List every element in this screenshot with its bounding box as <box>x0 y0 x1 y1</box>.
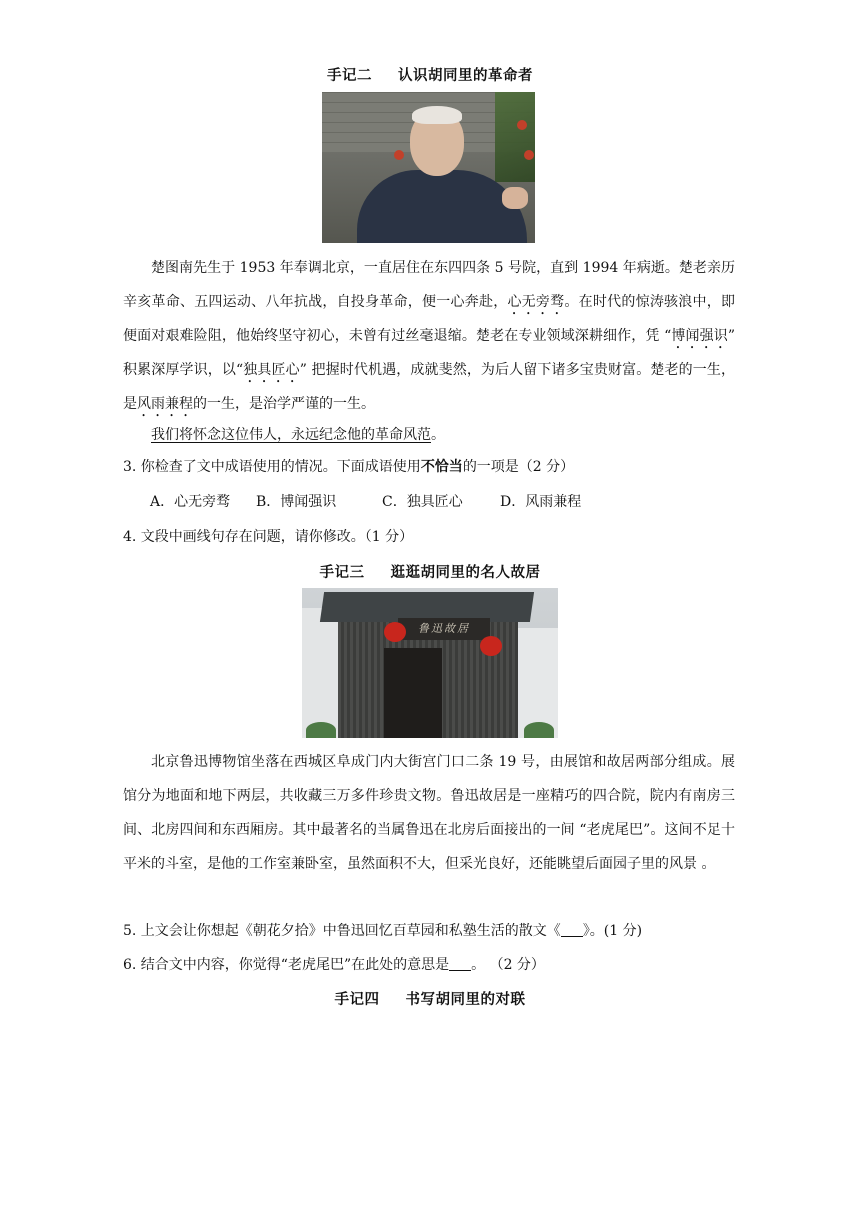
question-5: 5. 上文会让你想起《朝花夕拾》中鲁迅回忆百草园和私塾生活的散文《 》。(1 分) <box>123 923 643 939</box>
section-heading-3 <box>0 561 860 582</box>
portrait-photo <box>322 92 535 243</box>
section-heading-4 <box>0 988 860 1009</box>
section-heading-2 <box>0 64 860 85</box>
underlined-sentence: 我们将怀念这位伟人，永远纪念他的革命风范。 <box>151 427 445 443</box>
emphasis-inappropriate: 不恰当 <box>420 459 463 475</box>
idiom-2: 博闻强识 <box>671 328 728 344</box>
question-3: 3. 你检查了文中成语使用的情况。下面成语使用不恰当的一项是（2 分） <box>123 459 575 475</box>
paragraph-lu-xun-museum: 北京鲁迅博物馆坐落在西城区阜成门内大街宫门口二条 19 号，由展馆和故居两部分组成。展馆分为地面和地下两层，共收藏三万多件珍贵文物。鲁迅故居是一座精巧的四合院，院内有南房三间、北房四间和东西厢房。其中最著名的当属鲁迅在北房后面接出的一间 “老虎尾巴”。这间不足十平米的斗室，是他的工作室兼卧室，虽然面积不大，但采光良好，还能眺望后面园子里的风景 。 <box>123 754 735 872</box>
lu-xun-residence-photo <box>302 588 558 738</box>
paragraph-chu-tunan: 楚图南先生于 1953 年奉调北京，一直居住在东四四条 5 号院，直到 1994 年病逝。楚老亲历辛亥革命、五四运动、八年抗战，自投身革命，便一心奔赴，心无旁骛。在时代的惊涛骇浪中，即便面对艰难险阻，他始终坚守初心，未曾有过丝毫退缩。楚老在专业领域深耕细作，凭 “博闻强识” 积累深厚学识，以“独具匠心” 把握时代机遇，成就斐然，为后人留下诸多宝贵财富。楚老的一生，是风雨兼程的一生，是治学严谨的一生。 <box>123 260 736 412</box>
idiom-4: 风雨兼程 <box>137 396 193 412</box>
heading-number: 手记三 <box>319 565 365 581</box>
heading-title: 书写胡同里的对联 <box>405 992 526 1008</box>
question-3-options <box>150 491 581 511</box>
option-a: A．心无旁骛 <box>150 494 231 510</box>
question-6: 6. 结合文中内容，你觉得“老虎尾巴”在此处的意思是 。 （2 分） <box>123 957 545 973</box>
heading-number: 手记四 <box>334 992 380 1008</box>
question-4: 4. 文段中画线句存在问题，请你修改。（1 分） <box>123 529 414 545</box>
option-c: C．独具匠心 <box>382 494 463 510</box>
option-b: B．博闻强识 <box>256 494 337 510</box>
answer-blank <box>449 956 471 971</box>
heading-title: 认识胡同里的革命者 <box>398 68 533 84</box>
answer-blank <box>561 922 583 937</box>
idiom-1: 心无旁骛 <box>507 294 565 310</box>
heading-number: 手记二 <box>327 68 372 84</box>
heading-title: 逛逛胡同里的名人故居 <box>390 565 541 581</box>
plaque-text: 鲁迅故居 <box>398 618 490 640</box>
idiom-3: 独具匠心 <box>243 362 300 378</box>
option-d: D．风雨兼程 <box>500 494 582 510</box>
